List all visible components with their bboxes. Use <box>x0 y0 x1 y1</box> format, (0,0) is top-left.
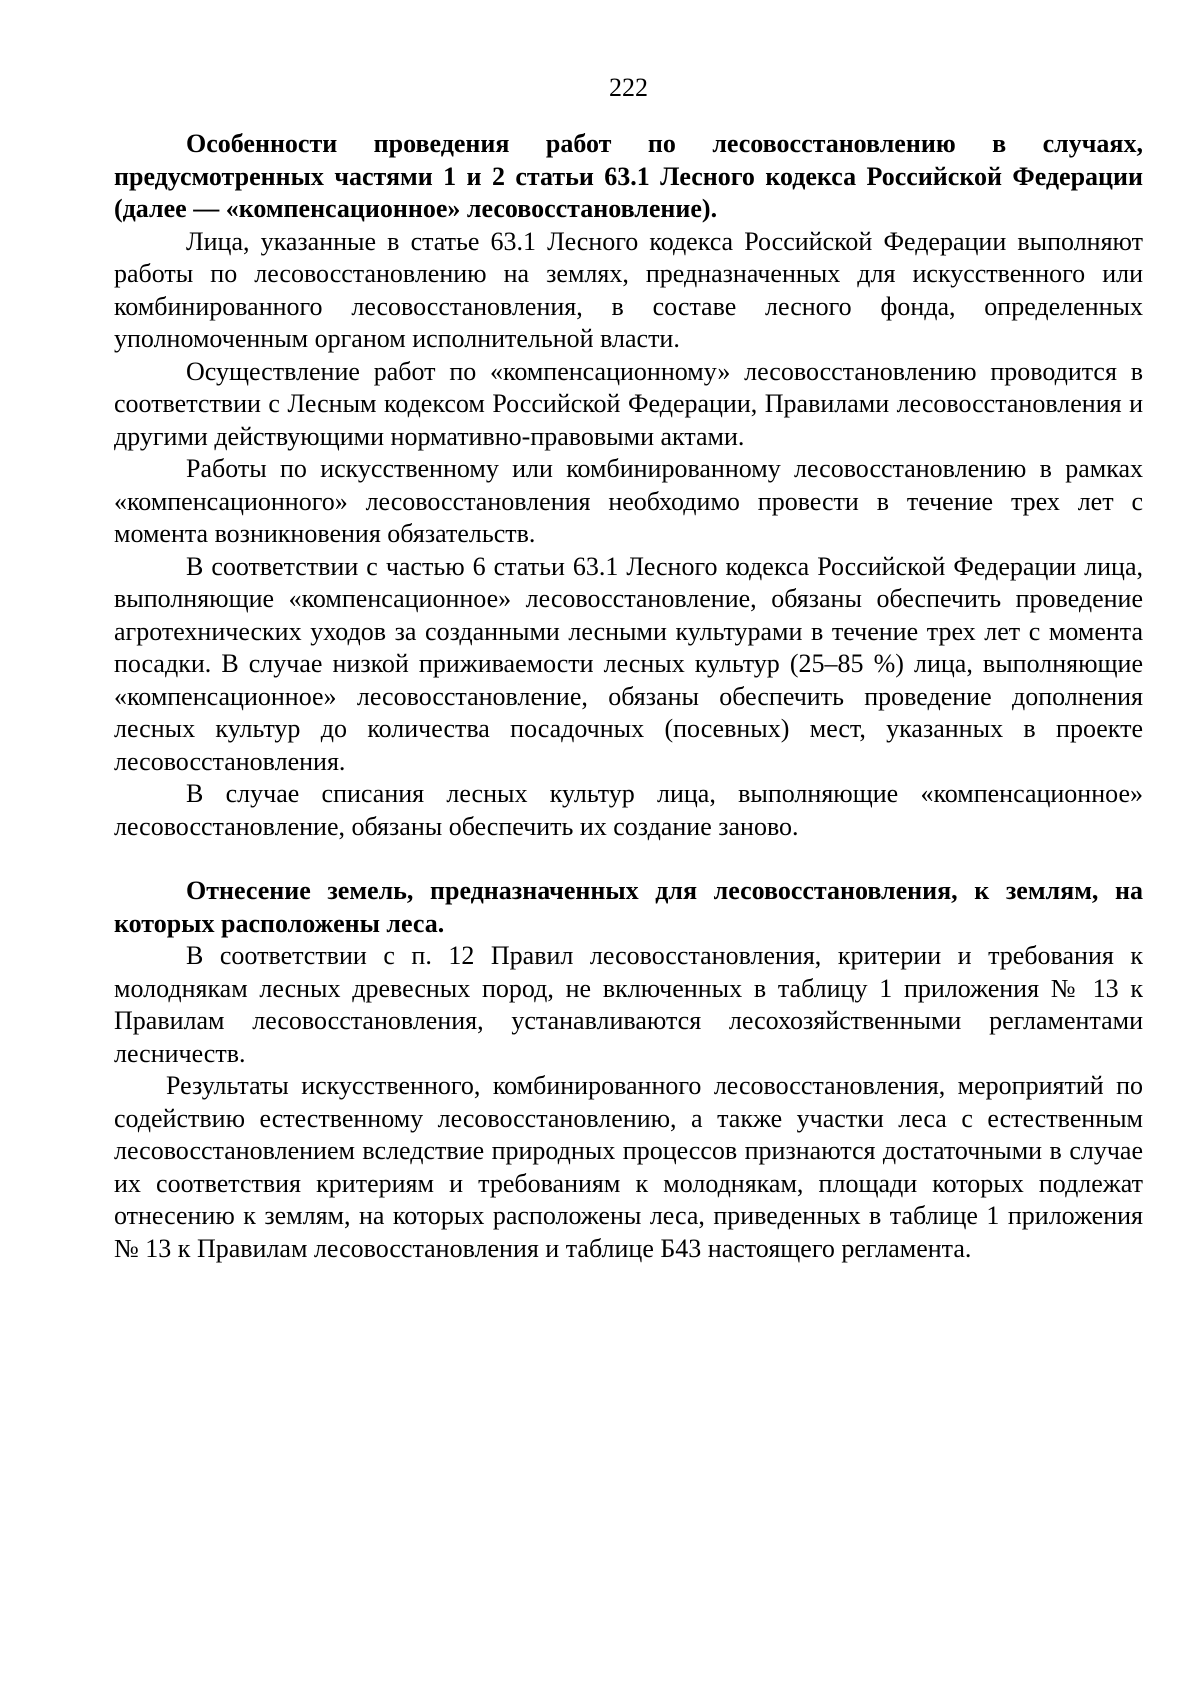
paragraph: Работы по искусственному или комбинированному лесовосстановлению в рамках «компенсационного» лесовосстановления необходимо провести в течение трех лет с момента возникновения обязательств. <box>114 454 1143 548</box>
section-heading-compensatory-reforestation: Особенности проведения работ по лесовосстановлению в случаях, предусмотренных частями 1 и 2 статьи 63.1 Лесного кодекса Российской Федерации (далее — «компенсационное» лесовосстановление). <box>114 129 1143 223</box>
paragraph: Лица, указанные в статье 63.1 Лесного кодекса Российской Федерации выполняют работы по лесовосстановлению на землях, предназначенных для искусственного или комбинированного лесовосстановления, в составе лесного фонда, определенных уполномоченным органом исполнительной власти. <box>114 226 1143 353</box>
paragraph: Осуществление работ по «компенсационному» лесовосстановлению проводится в соответствии с Лесным кодексом Российской Федерации, Правилами лесовосстановления и другими действующими нормативно-правовыми актами. <box>114 356 1143 451</box>
paragraph: В соответствии с частью 6 статьи 63.1 Лесного кодекса Российской Федерации лица, выполняющие «компенсационное» лесовосстановление, обязаны обеспечить проведение агротехнических уходов за созданными лесными культурами в течение трех лет с момента посадки. В случае низкой приживаемости лесных культур (25–85 %) лица, выполняющие «компенсационное» лесовосстановление, обязаны обеспечить проведение дополнения лесных культур до количества посадочных (посевных) мест, указанных в проекте лесовосстановления. <box>114 551 1143 776</box>
section-heading-land-classification: Отнесение земель, предназначенных для лесовосстановления, к землям, на которых расположены леса. <box>114 876 1143 938</box>
paragraph: В случае списания лесных культур лица, выполняющие «компенсационное» лесовосстановление, обязаны обеспечить их создание заново. <box>114 779 1143 841</box>
paragraph: Результаты искусственного, комбинированного лесовосстановления, мероприятий по содействию естественному лесовосстановлению, а также участки леса с естественным лесовосстановлением вследствие природных процессов признаются достаточными в случае их соответствия критериям и требованиям к молоднякам, площади которых подлежат отнесению к землям, на которых расположены леса, приведенных в таблице 1 приложения № 13 к Правилам лесовосстановления и таблице Б43 настоящего регламента. <box>114 1071 1143 1263</box>
document-page <box>114 72 1143 1265</box>
page-number: 222 <box>609 73 648 102</box>
paragraph: В соответствии с п. 12 Правил лесовосстановления, критерии и требования к молоднякам лесных древесных пород, не включенных в таблицу 1 приложения № 13 к Правилам лесовосстановления, устанавливаются лесохозяйственными регламентами лесничеств. <box>114 941 1143 1068</box>
section-spacer <box>114 843 1143 875</box>
